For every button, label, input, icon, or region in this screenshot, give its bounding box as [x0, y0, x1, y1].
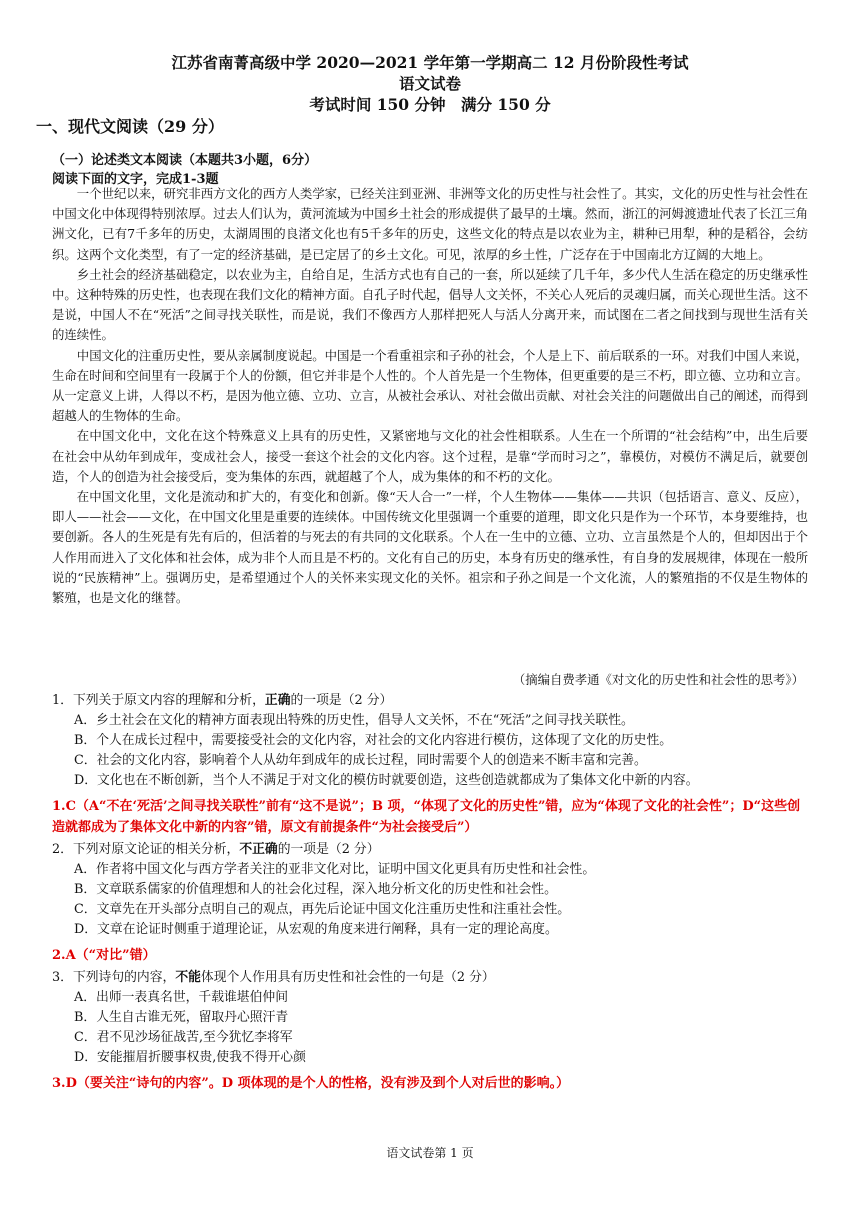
question-stem: 2．下列对原文论证的相关分析，不正确的一项是（2 分）	[52, 842, 380, 857]
passage-paragraph: 中国文化的注重历史性，要从亲属制度说起。中国是一个看重祖宗和子孙的社会，个人是上下、前后联系的一环。对我们中国人来说，生命在时间和空间里有一段属于个人的份额，但它并非是个人性的。个人首先是一个生物体，但更重要的是三不朽，即立德、立功和立言。从一定意义上讲，人得以不朽，是因为他立德、立功、立言，从被社会承认、对社会做出贡献、对社会关注的问题做出自己的阐述，而得到超越人的生物体的生命。	[52, 347, 808, 424]
option-d: D．文章在论证时侧重于道理论证，从宏观的角度来进行阐释，具有一定的理论高度。	[74, 922, 558, 937]
option-d: D．安能摧眉折腰事权贵,使我不得开心颜	[74, 1050, 306, 1065]
answer-3: 3.D（要关注“诗句的内容”。D 项体现的是个人的性格，没有涉及到个人对后世的影响。）	[52, 1076, 570, 1091]
question-keyword: 不正确	[239, 842, 278, 857]
reading-instruction: 阅读下面的文字，完成1-3题	[52, 172, 219, 187]
question-2	[52, 840, 812, 940]
option-a: A．乡土社会在文化的精神方面表现出特殊的历史性，倡导人文关怀，不在“死活”之间寻找关联性。	[74, 713, 634, 728]
question-keyword: 正确	[264, 693, 291, 708]
answer-1: 1.C（A“不在‘死活’之间寻找关联性”前有“这不是说”；B 项，“体现了文化的历史性”错，应为“体现了文化的社会性”；D“这些创造就都成为了集体文化中新的内容”错，原文有前提条件“为社会接受后”）	[52, 799, 801, 835]
reading-passage	[52, 184, 808, 608]
passage-paragraph: 在中国文化中，文化在这个特殊意义上具有的历史性，又紧密地与文化的社会性相联系。人生在一个所谓的“社会结构”中，出生后要在社会中从幼年到成年，变成社会人，接受一套这个社会的文化内容。这个过程，是靠“学而时习之”，靠模仿，对模仿不满足后，就要创造，个人的创造为社会接受后，变为集体的东西，就超越了个人，成为集体的和不朽的文化。	[52, 428, 808, 484]
exam-time-score: 考试时间 150 分钟 满分 150 分	[309, 95, 551, 114]
answer-2: 2.A（“对比”错）	[52, 948, 156, 963]
option-a: A．作者将中国文化与西方学者关注的亚非文化对比，证明中国文化更具有历史性和社会性。	[74, 862, 596, 877]
question-stem: 1．下列关于原文内容的理解和分析，正确的一项是（2 分）	[52, 693, 393, 708]
question-stem: 3．下列诗句的内容，不能体现个人作用具有历史性和社会性的一句是（2 分）	[52, 970, 495, 985]
option-c: C．文章先在开头部分点明自己的观点，再先后论证中国文化注重历史性和注重社会性。	[74, 902, 571, 917]
option-c: C．社会的文化内容，影响着个人从幼年到成年的成长过程，同时需要个人的创造来不断丰富和完善。	[74, 753, 647, 768]
passage-paragraph: 一个世纪以来，研究非西方文化的西方人类学家，已经关注到亚洲、非洲等文化的历史性与社会性了。其实，文化的历史性与社会性在中国文化中体现得特别浓厚。过去人们认为，黄河流域为中国乡土社会的形成提供了最早的土壤。然而，浙江的河姆渡遗址代表了长江三角洲文化，已有7千多年的历史，太湖周围的良渚文化也有5千多年的历史，这些文化的特点是以农业为主，耕种已用犁，种的是稻谷，会纺织。这两个文化类型，有了一定的经济基础，是已定居了的乡土文化。可见，浓厚的乡土性，广泛存在于中国南北方辽阔的大地上。	[52, 186, 808, 262]
option-a: A．出师一表真名世，千载谁堪伯仲间	[74, 990, 288, 1005]
option-b: B．文章联系儒家的价值理想和人的社会化过程，深入地分析文化的历史性和社会性。	[74, 882, 557, 897]
passage-citation: （摘编自费孝通《对文化的历史性和社会性的思考》）	[512, 672, 804, 687]
exam-subject: 语文试卷	[398, 74, 461, 93]
option-d: D．文化也在不断创新，当个人不满足于对文化的模仿时就要创造，这些创造就都成为了集体文化中新的内容。	[74, 773, 699, 788]
passage-paragraph: 乡土社会的经济基础稳定，以农业为主，自给自足，生活方式也有自己的一套，所以延续了几千年，多少代人生活在稳定的历史继承性中。这种特殊的历史性，也表现在我们文化的精神方面。自孔子时代起，倡导人文关怀，不关心人死后的灵魂归属，而关心现世生活。这不是说，中国人不在“死活”之间寻找关联性，而是说，我们不像西方人那样把死人与活人分离开来，而试图在二者之间找到与现世生活有关的连续性。	[52, 266, 808, 343]
question-3	[52, 968, 812, 1068]
subsection-heading: （一）论述类文本阅读（本题共3小题，6分）	[52, 153, 318, 168]
passage-paragraph: 在中国文化里，文化是流动和扩大的，有变化和创新。像“天人合一”一样，个人生物体——集体——共识（包括语言、意义、反应），即人——社会——文化，在中国文化里是重要的连续体。中国传统文化里强调一个重要的道理，即文化只是作为一个环节，本身要维持，也要创新。各人的生死是有先有后的，但活着的与死去的有共同的文化联系。个人在一生中的立德、立功、立言虽然是个人的，但却因出于个人作用而进入了文化体和社会体，成为非个人而且是不朽的。文化有自己的历史，本身有历史的继承性，有自身的发展规律，体现在一般所说的“民族精神”上。强调历史，是希望通过个人的关怀来实现文化的关怀。祖宗和子孙之间是一个文化流，人的繁殖指的不仅是生物体的繁殖，也是文化的继替。	[52, 489, 808, 606]
section-heading: 一、现代文阅读（29 分）	[36, 117, 224, 136]
page-footer: 语文试卷第 1 页	[386, 1146, 474, 1160]
option-b: B．人生自古谁无死，留取丹心照汗青	[74, 1010, 289, 1025]
option-b: B．个人在成长过程中，需要接受社会的文化内容，对社会的文化内容进行模仿，这体现了文化的历史性。	[74, 733, 673, 748]
question-1	[52, 691, 812, 791]
exam-title: 江苏省南菁高级中学 2020—2021 学年第一学期高二 12 月份阶段性考试	[171, 53, 689, 72]
option-c: C．君不见沙场征战苦,至今犹忆李将军	[74, 1030, 293, 1045]
question-keyword: 不能	[175, 970, 201, 985]
